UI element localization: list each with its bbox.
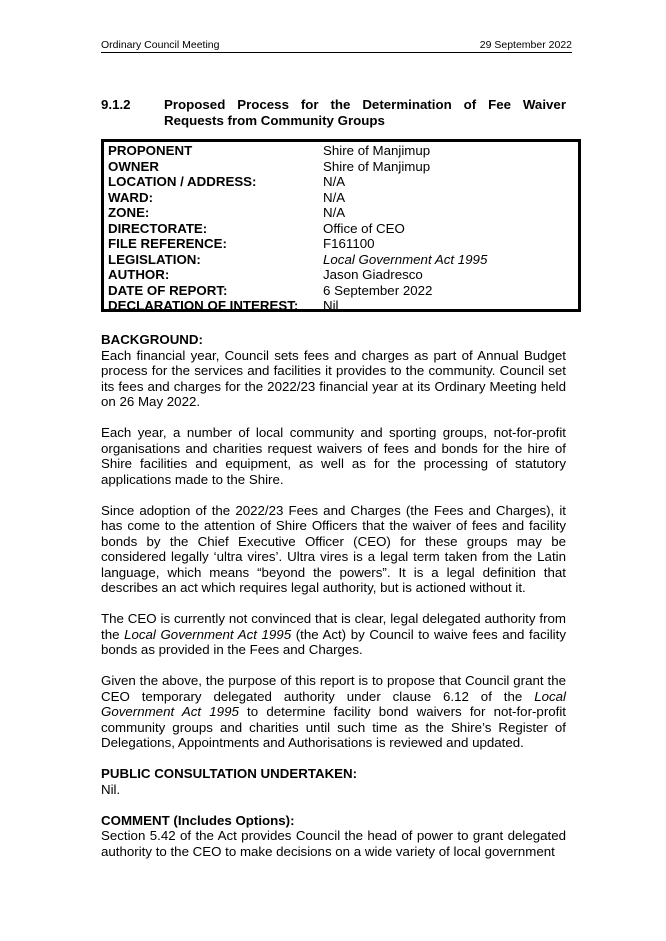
details-value: Jason Giadresco (323, 267, 423, 282)
details-row-location (108, 174, 578, 190)
comment-text: Section 5.42 of the Act provides Council the head of power to grant delegated authority to the CEO to make decisions on a wide variety of local government (101, 828, 566, 859)
background-paragraph-2: Each year, a number of local community and sporting groups, not-for-profit organisations and charities request waivers of fees and bonds for the hire of Shire facilities and equipment, as well as for the processing of statutory applications made to the Shire. (101, 425, 566, 487)
consultation-text: Nil. (101, 781, 121, 797)
details-label: OWNER (108, 158, 159, 174)
details-row-date-of-report (108, 283, 578, 299)
details-value: Office of CEO (323, 220, 405, 236)
paragraph-text: The CEO is currently not convinced that is clear, legal delegated authority from the (101, 611, 566, 642)
details-value: Nil (323, 298, 339, 313)
comment-heading: COMMENT (Includes Options): (101, 812, 295, 828)
details-label: ZONE: (108, 205, 150, 220)
details-row-directorate (108, 221, 578, 237)
details-label: DIRECTORATE: (108, 220, 208, 236)
details-label: DATE OF REPORT: (108, 282, 228, 298)
background-paragraph-1: Each financial year, Council sets fees and charges as part of Annual Budget process for the services and facilities it provides to the community. Council set its fees and charges for the 2022/23 financial year at its Ordinary Meeting held on 26 May 2022. (101, 347, 566, 409)
details-value: F161100 (323, 236, 375, 251)
paragraph-text: to determine facility bond waivers for not-for-profit community groups and charities until such time as the Shire’s Register of Delegations, Appointments and Authorisations is reviewed and updated. (101, 704, 566, 750)
consultation-heading: PUBLIC CONSULTATION UNDERTAKEN: (101, 766, 358, 781)
details-value: Shire of Manjimup (323, 143, 431, 158)
details-value: Shire of Manjimup (323, 158, 431, 174)
background-paragraph-3: Since adoption of the 2022/23 Fees and Charges (the Fees and Charges), it has come to the attention of Shire Officers that the waiver of fees and facility bonds by the Chief Executive Officer (CEO) for these groups may be considered legally ‘ultra vires’. Ultra vires is a legal term taken from the Latin language, which means “beyond the powers”. It is a legal definition that describes an act which requires legal authority, but is actioned without it. (101, 502, 566, 595)
meeting-name: Ordinary Council Meeting (101, 39, 220, 51)
report-details-table (101, 139, 581, 312)
details-value: N/A (323, 189, 346, 205)
item-heading (101, 97, 566, 129)
background-paragraph-4 (101, 611, 566, 658)
background-heading: BACKGROUND: (101, 332, 203, 347)
background-paragraph-5 (101, 673, 566, 751)
paragraph-text: Given the above, the purpose of this report is to propose that Council grant the CEO temporary delegated authority under clause 6.12 of the (101, 673, 566, 704)
details-label: WARD: (108, 189, 154, 205)
details-label: AUTHOR: (108, 267, 170, 282)
details-value: N/A (323, 205, 346, 220)
details-row-file-reference (108, 236, 578, 252)
details-value: Local Government Act 1995 (323, 251, 488, 267)
paragraph-text: (the Act) by Council to waive fees and facility bonds as provided in the Fees and Charges. (101, 626, 566, 657)
details-label: PROPONENT (108, 143, 193, 158)
item-number: 9.1.2 (101, 97, 131, 112)
details-row-zone (108, 205, 578, 221)
details-row-author (108, 267, 578, 283)
item-title: Proposed Process for the Determination of Fee Waiver Requests from Community Groups (164, 97, 566, 128)
details-row-owner (108, 159, 578, 175)
details-row-ward (108, 190, 578, 206)
details-label: LOCATION / ADDRESS: (108, 174, 257, 189)
details-row-proponent (108, 143, 578, 159)
page-header (101, 39, 572, 53)
act-reference: Local Government Act 1995 (101, 688, 566, 719)
details-label: LEGISLATION: (108, 251, 201, 267)
details-value: 6 September 2022 (323, 282, 433, 298)
report-body (101, 332, 566, 859)
details-label: DECLARATION OF INTEREST: (108, 298, 299, 313)
details-row-legislation (108, 252, 578, 268)
act-reference: Local Government Act 1995 (124, 626, 292, 642)
details-row-declaration (108, 298, 578, 314)
details-label: FILE REFERENCE: (108, 236, 227, 251)
details-value: N/A (323, 174, 346, 189)
meeting-date: 29 September 2022 (479, 39, 572, 51)
